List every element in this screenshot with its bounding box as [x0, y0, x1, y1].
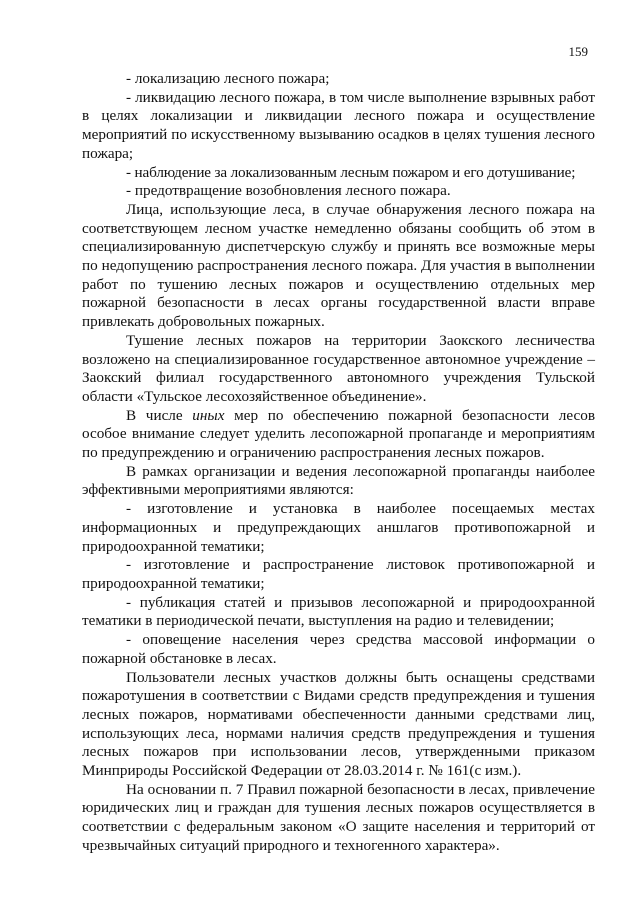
list-item-signs: - изготовление и установка в наиболее посещаемых местах информационных и предупреждающих аншлагов противопожарной и природоохранной тематики; — [82, 500, 595, 555]
page-number: 159 — [568, 44, 588, 59]
paragraph-forest-users: Лица, использующие леса, в случае обнаружения лесного пожара на соответствующем лесном участке немедленно обязаны сообщить об этом в специализированную диспетчерскую службу и принять все возможные меры по недопущению распространения лесного пожара. Для участия в выполнении работ по тушению лесных пожаров и осуществлению отдельных мер пожарной безопасности в лесах органы государственной власти вправе привлекать добровольных пожарных. — [82, 200, 595, 331]
paragraph-fire-propaganda-rest: мер по обеспечению пожарной безопасности лесов особое внимание следует уделить лесопожарной пропаганде и мероприятиям по предупреждению и ограничению распространения лесных пожаров. — [82, 406, 595, 462]
list-item-media-alerts: - оповещение населения через средства массовой информации о пожарной обстановке в лесах. — [82, 631, 595, 667]
document-body — [82, 70, 595, 856]
list-item-monitoring: - наблюдение за локализованным лесным пожаром и его дотушивание; — [126, 163, 576, 181]
paragraph-fire-propaganda — [82, 407, 595, 463]
list-item-prevention: - предотвращение возобновления лесного пожара. — [126, 182, 451, 200]
paragraph-legal-basis: На основании п. 7 Правил пожарной безопасности в лесах, привлечение юридических лиц и граждан для тушения лесных пожаров осуществляется в соответствии с федеральным законом «О защите населения и территорий от чрезвычайных ситуаций природного и техногенного характера». — [82, 780, 595, 854]
paragraph-fire-propaganda-start: В числе — [126, 406, 193, 424]
italic-word: иных — [192, 406, 225, 424]
list-item-publications: - публикация статей и призывов лесопожарной и природоохранной тематики в периодической печати, выступления на радио и телевидении; — [82, 593, 595, 630]
paragraph-zaoksky-forestry: Тушение лесных пожаров на территории Заокского лесничества возложено на специализированное государственное автономное учреждение – Заокский филиал государственного автономного учреждения Тульской области «Тульское лесохозяйственное объединение». — [82, 331, 595, 405]
list-item-liquidation: - ликвидацию лесного пожара, в том числе выполнение взрывных работ в целях локализации и ликвидации лесного пожара и осуществление мероприятий по искусственному вызыванию осадков в целях тушения лесного пожара; — [82, 88, 595, 162]
paragraph-effective-measures: В рамках организации и ведения лесопожарной пропаганды наиболее эффективными мероприятиями являются: — [82, 462, 595, 499]
list-item-localization: - локализацию лесного пожара; — [126, 70, 330, 87]
list-item-leaflets: - изготовление и распространение листовок противопожарной и природоохранной тематики; — [82, 556, 595, 592]
paragraph-equipment: Пользователи лесных участков должны быть оснащены средствами пожаротушения в соответствии с Видами средств предупреждения и тушения лесных пожаров, нормативами обеспеченности данными средствами лиц, использующих леса, нормами наличия средств предупреждения и тушения лесных пожаров при использовании лесов, утвержденными приказом Минприроды Российской Федерации от 28.03.2014 г. № 161(с изм.). — [82, 668, 595, 780]
